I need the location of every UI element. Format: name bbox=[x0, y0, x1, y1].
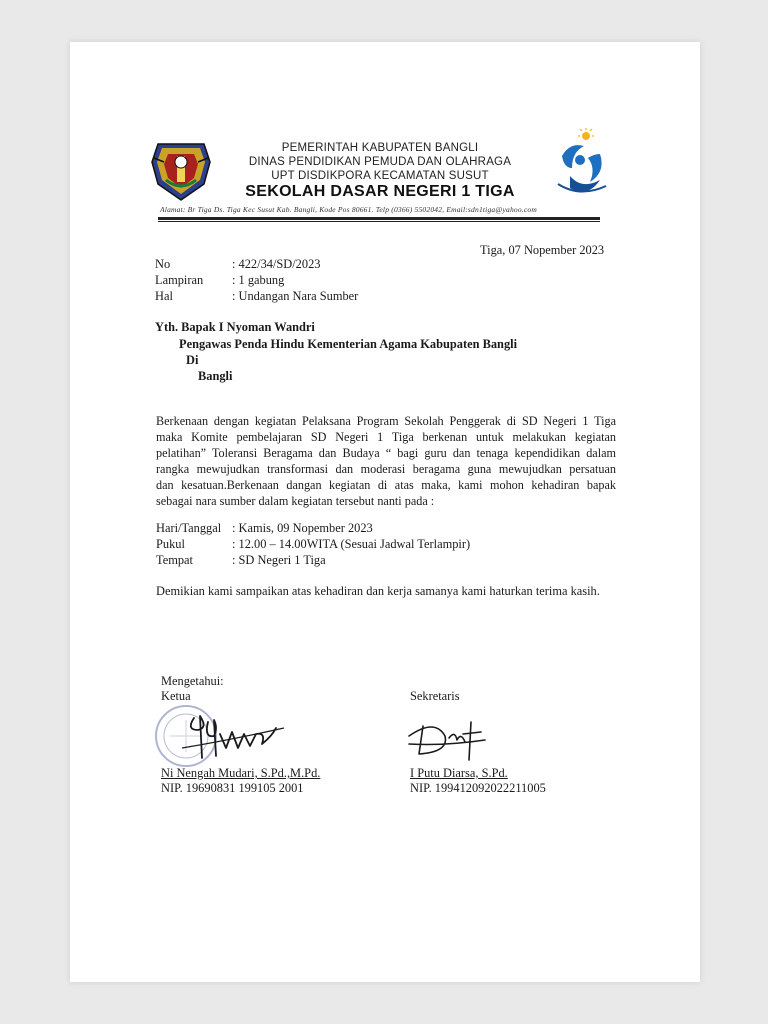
recipient-position: Pengawas Penda Hindu Kementerian Agama Kabupaten Bangli bbox=[179, 337, 518, 351]
body-line: dan kesatuan.Berkenaan dangan kegiatan di atas maka, kami mohon kehadiran bapak bbox=[156, 478, 616, 492]
schedule-label-time: Pukul bbox=[156, 537, 185, 551]
signature-left-name: Ni Nengah Mudari, S.Pd.,M.Pd. bbox=[161, 766, 321, 780]
signature-right-role: Sekretaris bbox=[410, 689, 460, 703]
kabupaten-bangli-crest-icon bbox=[150, 140, 212, 202]
body-line: sebagai nara sumber dalam kegiatan tersebut nanti pada : bbox=[156, 494, 435, 508]
meta-value-attachment: : 1 gabung bbox=[232, 273, 285, 287]
body-line: pelatihan” Toleransi Beragama dan Budaya “ bagi guru dan tenaga kependidikan dalam bbox=[156, 446, 616, 460]
body-line: rangka mewujudkan transformasi dan moderasi beragama guna mewujudkan persatuan bbox=[156, 462, 616, 476]
meta-value-number: : 422/34/SD/2023 bbox=[232, 257, 321, 271]
signature-right-scribble-icon bbox=[405, 716, 495, 766]
signature-right-name: I Putu Diarsa, S.Pd. bbox=[410, 766, 508, 780]
meta-label-attachment: Lampiran bbox=[155, 273, 204, 287]
signature-left-scribble-icon bbox=[180, 708, 290, 768]
schedule-value-date: : Kamis, 09 Nopember 2023 bbox=[232, 521, 373, 535]
recipient-di: Di bbox=[186, 353, 199, 367]
letterhead-government: PEMERINTAH KABUPATEN BANGLI bbox=[281, 142, 479, 154]
schedule-label-place: Tempat bbox=[156, 553, 193, 567]
meta-label-number: No bbox=[155, 257, 171, 271]
signature-left-nip: NIP. 19690831 199105 2001 bbox=[161, 781, 304, 795]
schedule-label-date: Hari/Tanggal bbox=[156, 521, 222, 535]
signature-right-nip: NIP. 199412092022211005 bbox=[410, 781, 546, 795]
signature-left-role: Ketua bbox=[161, 689, 191, 703]
letterhead-divider-thin bbox=[158, 221, 600, 222]
schedule-value-time: : 12.00 – 14.00WITA (Sesuai Jadwal Terlampir) bbox=[232, 537, 471, 551]
letter-date: Tiga, 07 Nopember 2023 bbox=[480, 243, 605, 257]
school-logo-icon bbox=[550, 128, 612, 200]
body-line: maka Komite pembelajaran SD Negeri 1 Tiga berkenan untuk melakukan kegiatan bbox=[156, 430, 616, 444]
meta-value-subject: : Undangan Nara Sumber bbox=[232, 289, 359, 303]
letterhead-department: DINAS PENDIDIKAN PEMUDA DAN OLAHRAGA bbox=[248, 156, 512, 168]
closing-sentence: Demikian kami sampaikan atas kehadiran dan kerja samanya kami haturkan terima kasih. bbox=[156, 584, 600, 598]
letterhead-school-name: SEKOLAH DASAR NEGERI 1 TIGA bbox=[245, 183, 515, 200]
schedule-value-place: : SD Negeri 1 Tiga bbox=[232, 553, 326, 567]
meta-label-subject: Hal bbox=[155, 289, 173, 303]
signature-left-heading: Mengetahui: bbox=[161, 674, 224, 688]
recipient-name: Yth. Bapak I Nyoman Wandri bbox=[155, 320, 315, 334]
letterhead-district-office: UPT DISDIKPORA KECAMATAN SUSUT bbox=[271, 170, 489, 182]
recipient-location: Bangli bbox=[198, 369, 233, 383]
letterhead-divider-thick bbox=[158, 217, 600, 220]
body-line: Berkenaan dengan kegiatan Pelaksana Program Sekolah Penggerak di SD Negeri 1 Tiga bbox=[156, 414, 616, 428]
letterhead-address: Alamat: Br Tiga Ds. Tiga Kec Susut Kab. Bangli, Kode Pos 80661. Telp (0366) 5502042, Email:sdn1tiga@yahoo.com bbox=[160, 205, 537, 214]
